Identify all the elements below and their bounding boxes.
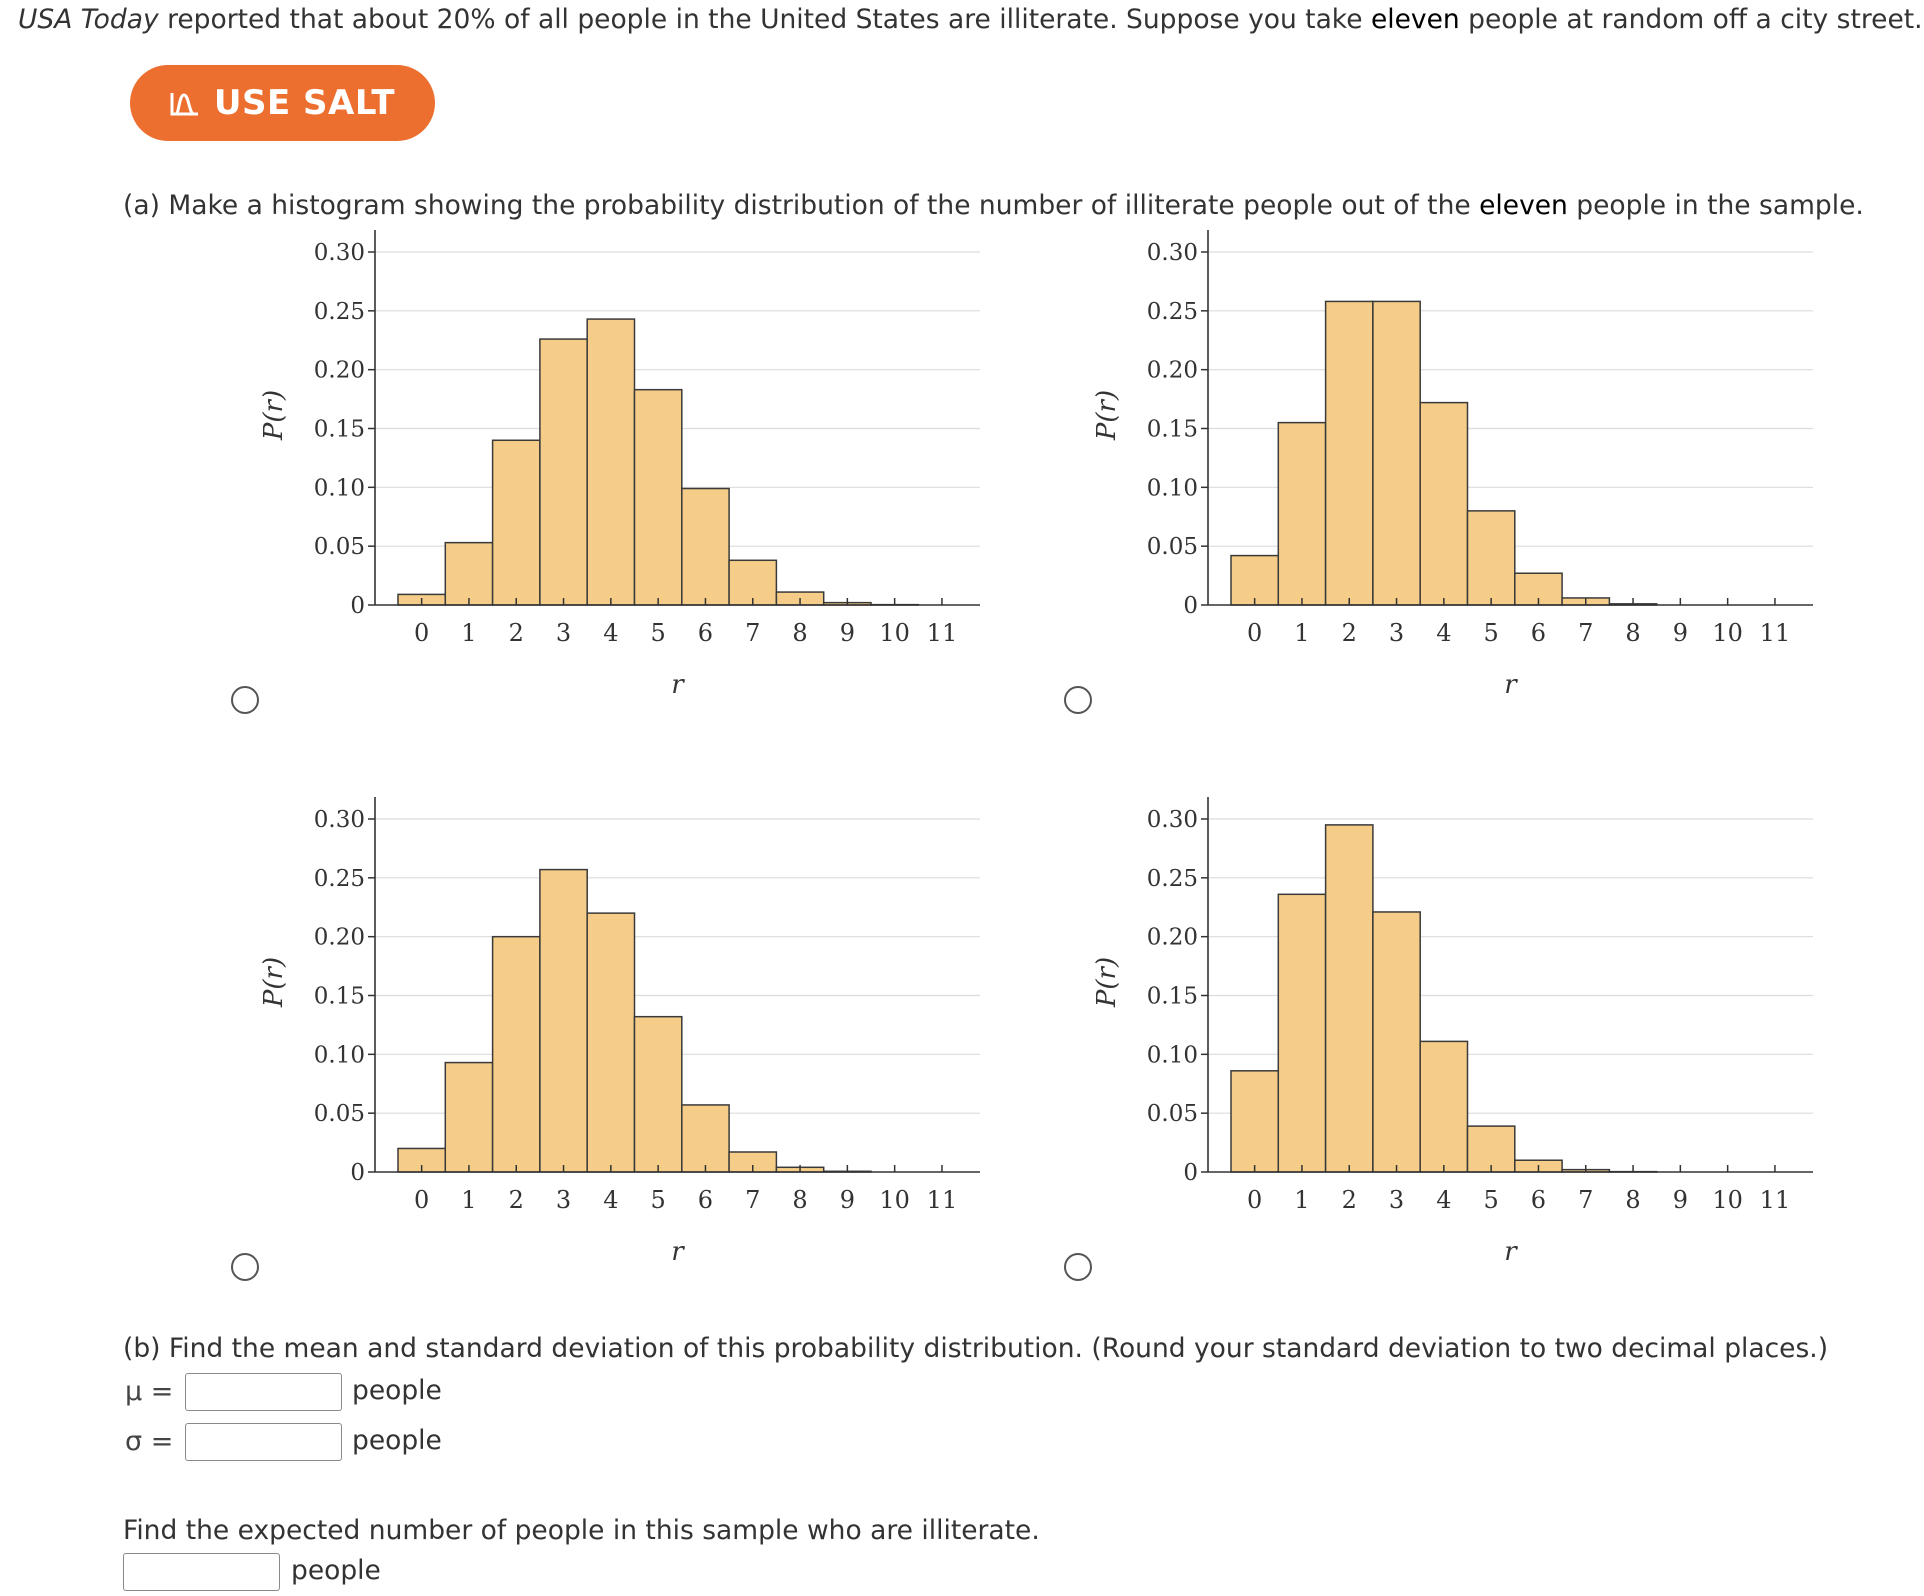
y-tick-label: 0.05 bbox=[313, 534, 365, 561]
histogram-bar bbox=[493, 937, 540, 1172]
source-name: USA Today bbox=[18, 4, 159, 35]
y-tick-label: 0.05 bbox=[1146, 1101, 1198, 1128]
x-tick-label: 1 bbox=[1294, 619, 1310, 647]
y-tick-label: 0 bbox=[1183, 1160, 1198, 1186]
x-tick-label: 5 bbox=[650, 619, 666, 647]
x-tick-label: 9 bbox=[1672, 1186, 1688, 1214]
problem-intro bbox=[18, 2, 1923, 38]
x-tick-label: 0 bbox=[414, 619, 430, 647]
x-tick-label: 10 bbox=[879, 1186, 910, 1214]
y-tick-label: 0.10 bbox=[313, 475, 365, 502]
x-tick-label: 8 bbox=[1625, 1186, 1641, 1214]
y-tick-label: 0 bbox=[350, 1160, 365, 1186]
x-axis-label: r bbox=[1504, 670, 1517, 700]
use-salt-label: USE SALT bbox=[213, 83, 396, 123]
x-tick-label: 0 bbox=[1247, 1186, 1263, 1214]
histogram-option-3 bbox=[240, 792, 1020, 1292]
intro-text-1: reported that about 20% of all people in the United States are illiterate. Suppose you take bbox=[158, 4, 1371, 35]
histogram-bar bbox=[1278, 894, 1325, 1172]
y-tick-label: 0.20 bbox=[1146, 924, 1198, 951]
x-tick-label: 8 bbox=[1625, 619, 1641, 647]
x-tick-label: 4 bbox=[1436, 619, 1452, 647]
histogram-bar bbox=[540, 870, 587, 1172]
y-tick-label: 0.05 bbox=[313, 1101, 365, 1128]
x-tick-label: 7 bbox=[745, 619, 761, 647]
histogram-svg-3 bbox=[240, 792, 1020, 1292]
histogram-svg-4 bbox=[1073, 792, 1853, 1292]
y-tick-label: 0.15 bbox=[313, 416, 365, 443]
histogram-bar bbox=[493, 440, 540, 605]
y-axis-label: P(r) bbox=[1092, 956, 1122, 1008]
y-tick-label: 0.30 bbox=[1146, 807, 1198, 833]
part-a-text-1: (a) Make a histogram showing the probability distribution of the number of illiterate people out of the bbox=[123, 190, 1480, 221]
x-tick-label: 3 bbox=[555, 1186, 572, 1214]
histogram-bar bbox=[1326, 301, 1373, 605]
x-tick-label: 10 bbox=[1712, 1186, 1743, 1214]
part-b-question: (b) Find the mean and standard deviation of this probability distribution. (Round your standard deviation to two decimal places.) bbox=[123, 1333, 1829, 1364]
histogram-bar bbox=[1278, 423, 1325, 605]
use-salt-button[interactable] bbox=[130, 65, 435, 141]
histogram-bar bbox=[1373, 912, 1420, 1172]
histogram-bar bbox=[445, 1063, 492, 1172]
sigma-input[interactable] bbox=[185, 1423, 342, 1461]
x-axis-label: r bbox=[671, 670, 684, 700]
y-tick-label: 0.10 bbox=[1146, 1042, 1198, 1069]
x-tick-label: 6 bbox=[697, 619, 714, 647]
histogram-bar bbox=[1326, 825, 1373, 1172]
x-tick-label: 7 bbox=[745, 1186, 761, 1214]
y-axis-label: P(r) bbox=[1092, 389, 1122, 441]
sigma-label: σ = bbox=[125, 1426, 174, 1457]
x-tick-label: 6 bbox=[1530, 619, 1547, 647]
histogram-svg-2 bbox=[1073, 225, 1853, 725]
x-tick-label: 3 bbox=[1388, 1186, 1405, 1214]
x-tick-label: 2 bbox=[508, 619, 524, 647]
histogram-bar bbox=[587, 913, 634, 1172]
intro-highlight: eleven bbox=[1370, 4, 1460, 35]
part-a-text-2: people in the sample. bbox=[1567, 190, 1864, 221]
x-tick-label: 8 bbox=[792, 619, 808, 647]
y-axis-label: P(r) bbox=[259, 389, 289, 441]
x-tick-label: 11 bbox=[926, 1186, 958, 1214]
y-tick-label: 0.05 bbox=[1146, 534, 1198, 561]
radio-option-2[interactable] bbox=[1064, 686, 1092, 714]
x-tick-label: 0 bbox=[1247, 619, 1263, 647]
part-a-highlight: eleven bbox=[1479, 190, 1568, 221]
y-tick-label: 0.20 bbox=[1146, 357, 1198, 384]
radio-option-1[interactable] bbox=[231, 686, 259, 714]
x-tick-label: 10 bbox=[879, 619, 910, 647]
x-tick-label: 9 bbox=[839, 619, 855, 647]
x-tick-label: 11 bbox=[1759, 619, 1791, 647]
x-tick-label: 6 bbox=[697, 1186, 714, 1214]
part-c-question: Find the expected number of people in this sample who are illiterate. bbox=[123, 1515, 1040, 1546]
histogram-option-1 bbox=[240, 225, 1020, 725]
histogram-bar bbox=[445, 543, 492, 605]
histogram-bar bbox=[682, 1105, 729, 1172]
y-tick-label: 0.30 bbox=[1146, 240, 1198, 266]
radio-option-4[interactable] bbox=[1064, 1253, 1092, 1281]
x-tick-label: 1 bbox=[1294, 1186, 1310, 1214]
histogram-bar bbox=[587, 319, 634, 605]
histogram-bar bbox=[1420, 403, 1467, 605]
histogram-bar bbox=[540, 339, 587, 605]
part-a-question bbox=[123, 188, 1864, 224]
x-tick-label: 10 bbox=[1712, 619, 1743, 647]
x-tick-label: 1 bbox=[461, 1186, 477, 1214]
y-tick-label: 0.20 bbox=[313, 924, 365, 951]
x-tick-label: 5 bbox=[1483, 1186, 1499, 1214]
histogram-svg-1 bbox=[240, 225, 1020, 725]
x-tick-label: 4 bbox=[603, 619, 619, 647]
y-tick-label: 0 bbox=[1183, 593, 1198, 619]
y-tick-label: 0.25 bbox=[1146, 298, 1198, 325]
x-tick-label: 0 bbox=[414, 1186, 430, 1214]
histogram-bar bbox=[635, 390, 682, 605]
x-tick-label: 11 bbox=[1759, 1186, 1791, 1214]
x-tick-label: 5 bbox=[1483, 619, 1499, 647]
x-tick-label: 2 bbox=[1341, 1186, 1357, 1214]
y-tick-label: 0.10 bbox=[1146, 475, 1198, 502]
x-axis-label: r bbox=[671, 1237, 684, 1267]
histogram-option-2 bbox=[1073, 225, 1853, 725]
sigma-unit: people bbox=[352, 1425, 442, 1456]
expected-number-input[interactable] bbox=[123, 1553, 280, 1591]
y-tick-label: 0.10 bbox=[313, 1042, 365, 1069]
radio-option-3[interactable] bbox=[231, 1253, 259, 1281]
x-tick-label: 9 bbox=[1672, 619, 1688, 647]
intro-text-2: people at random off a city street. bbox=[1459, 4, 1923, 35]
x-tick-label: 4 bbox=[1436, 1186, 1452, 1214]
x-axis-label: r bbox=[1504, 1237, 1517, 1267]
histogram-bar bbox=[635, 1017, 682, 1172]
y-tick-label: 0.25 bbox=[1146, 865, 1198, 892]
x-tick-label: 7 bbox=[1578, 1186, 1594, 1214]
mu-label: μ = bbox=[125, 1376, 174, 1407]
x-tick-label: 2 bbox=[1341, 619, 1357, 647]
mu-unit: people bbox=[352, 1375, 442, 1406]
y-tick-label: 0.15 bbox=[313, 983, 365, 1010]
histogram-bar bbox=[1468, 511, 1515, 605]
histogram-bar bbox=[1231, 556, 1278, 605]
x-tick-label: 5 bbox=[650, 1186, 666, 1214]
salt-chart-icon bbox=[170, 89, 200, 117]
y-axis-label: P(r) bbox=[259, 956, 289, 1008]
x-tick-label: 3 bbox=[1388, 619, 1405, 647]
y-tick-label: 0.25 bbox=[313, 865, 365, 892]
histogram-option-4 bbox=[1073, 792, 1853, 1292]
histogram-bar bbox=[1420, 1041, 1467, 1172]
x-tick-label: 2 bbox=[508, 1186, 524, 1214]
histogram-bar bbox=[682, 489, 729, 605]
y-tick-label: 0.15 bbox=[1146, 416, 1198, 443]
y-tick-label: 0.20 bbox=[313, 357, 365, 384]
x-tick-label: 8 bbox=[792, 1186, 808, 1214]
histogram-bar bbox=[1373, 301, 1420, 605]
x-tick-label: 7 bbox=[1578, 619, 1594, 647]
expected-number-unit: people bbox=[291, 1555, 381, 1586]
mu-input[interactable] bbox=[185, 1373, 342, 1411]
x-tick-label: 11 bbox=[926, 619, 958, 647]
y-tick-label: 0 bbox=[350, 593, 365, 619]
y-tick-label: 0.30 bbox=[313, 807, 365, 833]
x-tick-label: 3 bbox=[555, 619, 572, 647]
y-tick-label: 0.15 bbox=[1146, 983, 1198, 1010]
y-tick-label: 0.30 bbox=[313, 240, 365, 266]
y-tick-label: 0.25 bbox=[313, 298, 365, 325]
x-tick-label: 4 bbox=[603, 1186, 619, 1214]
histogram-bar bbox=[1231, 1071, 1278, 1172]
x-tick-label: 6 bbox=[1530, 1186, 1547, 1214]
x-tick-label: 9 bbox=[839, 1186, 855, 1214]
x-tick-label: 1 bbox=[461, 619, 477, 647]
